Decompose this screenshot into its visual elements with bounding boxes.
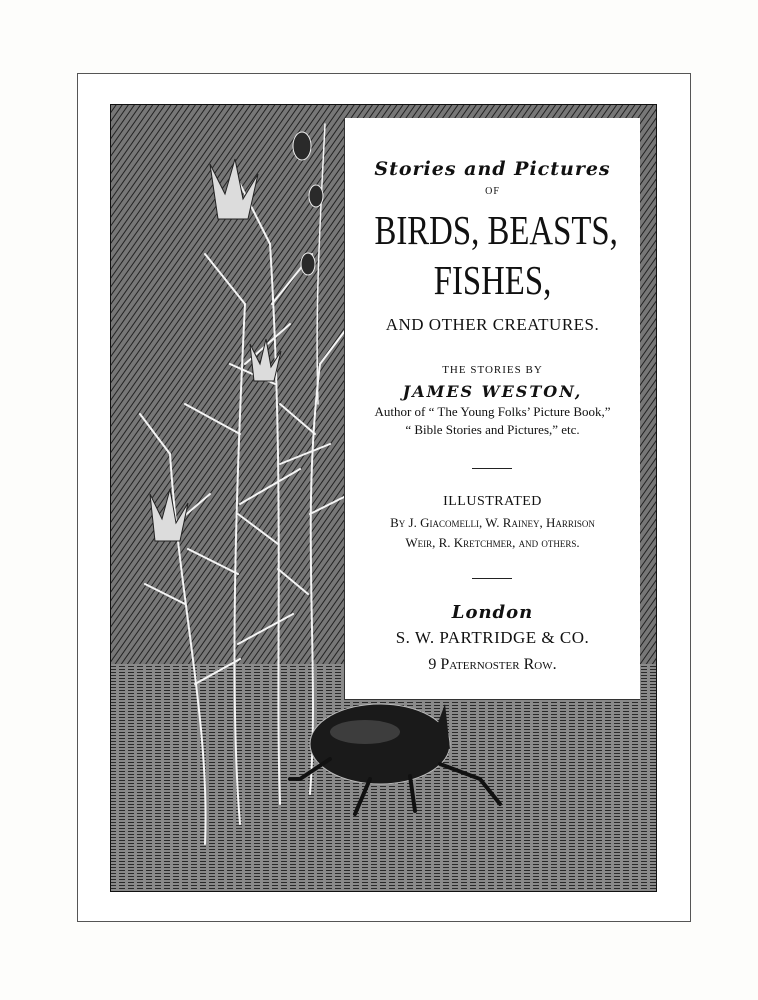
author-credit-line-1: Author of “ The Young Folks’ Picture Book,”	[374, 404, 611, 419]
illustrators-line-1: By J. Giacomelli, W. Rainey, Harrison	[390, 515, 595, 530]
of-word: OF	[485, 186, 500, 197]
divider-rule-1	[472, 468, 512, 469]
series-title: Stories and Pictures	[374, 158, 611, 180]
illustrated-heading: ILLUSTRATED	[443, 494, 542, 509]
illustrators-line-2: Weir, R. Kretchmer, and others.	[405, 535, 580, 550]
subtitle: AND OTHER CREATURES.	[385, 315, 600, 334]
publisher-name: S. W. PARTRIDGE & CO.	[395, 628, 590, 647]
stories-by: THE STORIES BY	[442, 364, 543, 376]
publisher-city: London	[451, 602, 534, 623]
publisher-address: 9 Paternoster Row.	[428, 656, 557, 673]
main-title-line-1: BIRDS, BEASTS,	[374, 207, 618, 253]
author-credit-line-2: “ Bible Stories and Pictures,” etc.	[405, 422, 580, 437]
author-name: JAMES WESTON,	[402, 382, 583, 401]
main-title-line-2: FISHES,	[433, 257, 552, 303]
divider-rule-2	[472, 578, 512, 579]
title-panel	[344, 118, 640, 700]
